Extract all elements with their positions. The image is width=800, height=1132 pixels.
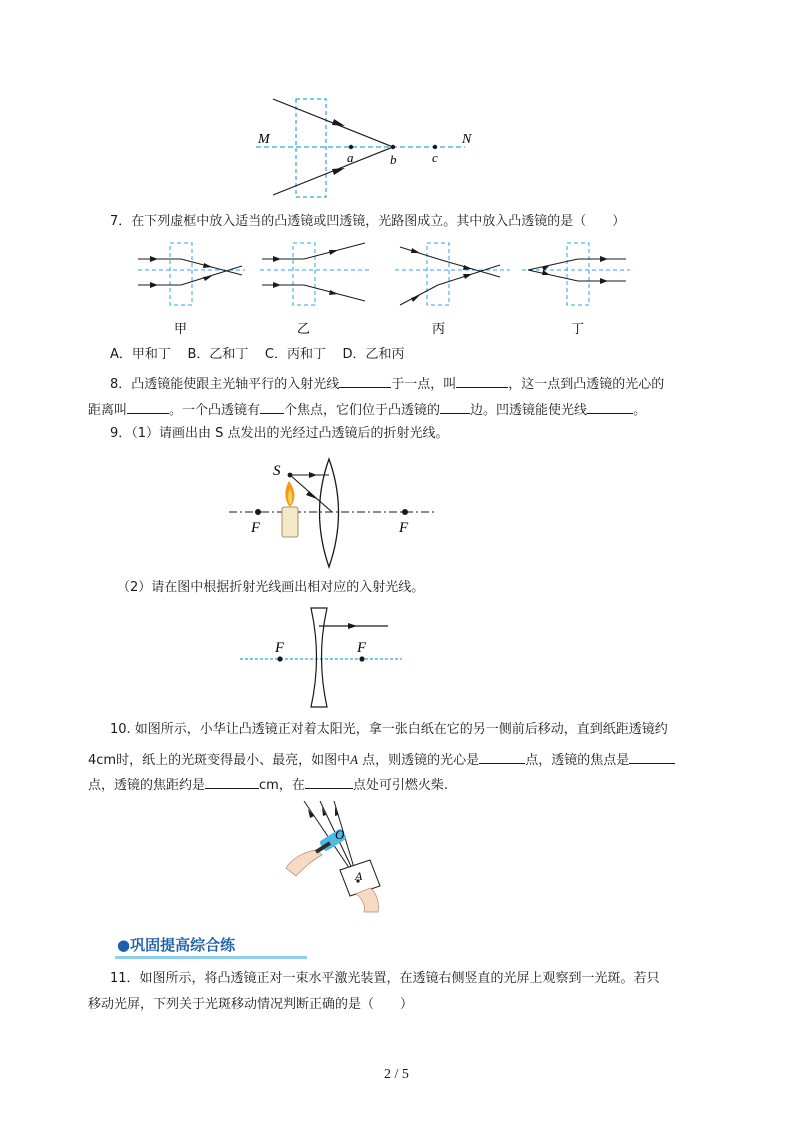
q8-text-7: 边。凹透镜能使光线: [470, 403, 588, 418]
q8-text-4: 距离叫: [88, 403, 128, 418]
q9-figure-2: [238, 605, 408, 710]
q7-fig-bing: [395, 243, 510, 336]
q8-blank-6[interactable]: [587, 399, 633, 414]
q10-line2: [88, 749, 675, 770]
q8-text-3: ，这一点到凸透镜的光心的: [508, 377, 665, 392]
top-figure: [250, 92, 490, 204]
q9-part2: （2）请在图中根据折射光线画出相对应的入射光线。: [117, 580, 425, 595]
q10-text-4: 点，透镜的焦距约是: [88, 778, 206, 793]
label-N: N: [462, 132, 472, 147]
label-b: b: [390, 152, 397, 167]
q7-fig-jia: [138, 243, 245, 336]
q7-label-jia: 甲: [174, 321, 188, 336]
q7-label-bing: 丙: [432, 321, 446, 336]
q10-text-point-a: A: [350, 752, 359, 767]
q7-option-c: C．丙和丁: [264, 347, 326, 362]
label-a: a: [347, 150, 354, 165]
q8-text-5: 。一个凸透镜有: [169, 403, 261, 418]
q10-blank-2[interactable]: [629, 749, 675, 764]
q8-blank-4[interactable]: [260, 399, 284, 414]
q8-blank-2[interactable]: [456, 373, 508, 388]
q7-figures: [130, 235, 640, 345]
label-c: c: [432, 150, 438, 165]
page-number: 2 / 5: [384, 1067, 409, 1082]
q10-blank-3[interactable]: [205, 774, 259, 789]
q8-blank-5[interactable]: [440, 399, 470, 414]
q10-line1: 10. 如图所示，小华让凸透镜正对着太阳光，拿一张白纸在它的另一侧前后移动，直到纸距透镜约: [110, 722, 668, 737]
q10-blank-1[interactable]: [479, 749, 525, 764]
section-underline: [115, 956, 307, 959]
q8-text-2: 于一点，叫: [391, 377, 457, 392]
q8-line2: [88, 399, 646, 420]
q8-text-8: 。: [633, 403, 647, 418]
q10-text-5: cm，在: [259, 778, 305, 793]
q8-blank-3[interactable]: [127, 399, 169, 414]
q8-text-6: 个焦点，它们位于凸透镜的: [284, 403, 441, 418]
q11-line2: 移动光屏，下列关于光斑移动情况判断正确的是（ ）: [88, 997, 414, 1012]
q7-option-b: B．乙和丁: [187, 347, 249, 362]
q7-label-yi: 乙: [297, 321, 311, 336]
q10-text-2: 点，则透镜的光心是: [358, 753, 480, 768]
q7-label-ding: 丁: [571, 321, 585, 336]
q8-text-1: 8．凸透镜能使跟主光轴平行的入射光线: [110, 377, 340, 392]
q9-figure-1: [225, 455, 440, 570]
q10-fig-label-O: O: [335, 827, 345, 842]
q10-figure: [282, 798, 387, 913]
q7-option-a: A．甲和丁: [110, 347, 171, 362]
q7-fig-yi: [260, 243, 370, 336]
q10-fig-label-A: A: [355, 869, 363, 883]
label-M: M: [258, 132, 270, 147]
q8-blank-1[interactable]: [339, 373, 391, 388]
q9-part1: 9．（1）请画出由 S 点发出的光经过凸透镜后的折射光线。: [110, 426, 449, 441]
q10-text-3: 点，透镜的焦点是: [525, 753, 630, 768]
q9-fig1-label-F-right: F: [399, 520, 409, 536]
section-header: [115, 934, 307, 960]
q10-text-6: 点处可引燃火柴.: [352, 778, 448, 793]
q7-fig-ding: [522, 243, 630, 336]
q10-text-1: 4cm时，纸上的光斑变得最小、最亮，如图中: [88, 753, 351, 768]
q7-option-d: D．乙和丙: [342, 347, 405, 362]
q9-fig2-label-F-right: F: [357, 640, 367, 656]
q9-fig2-label-F-left: F: [275, 640, 285, 656]
q7-text: 7．在下列虚框中放入适当的凸透镜或凹透镜，光路图成立。其中放入凸透镜的是（ ）: [110, 214, 626, 229]
q9-fig1-label-S: S: [273, 463, 281, 479]
q8-line1: [110, 373, 664, 394]
q10-blank-4[interactable]: [305, 774, 353, 789]
section-title: ●巩固提高综合练: [117, 936, 236, 954]
q7-options: [110, 346, 405, 364]
q10-line3: [88, 774, 448, 795]
q9-fig1-label-F-left: F: [251, 520, 261, 536]
q11-line1: 11．如图所示，将凸透镜正对一束水平激光装置，在透镜右侧竖直的光屏上观察到一光斑。若只: [110, 971, 660, 986]
